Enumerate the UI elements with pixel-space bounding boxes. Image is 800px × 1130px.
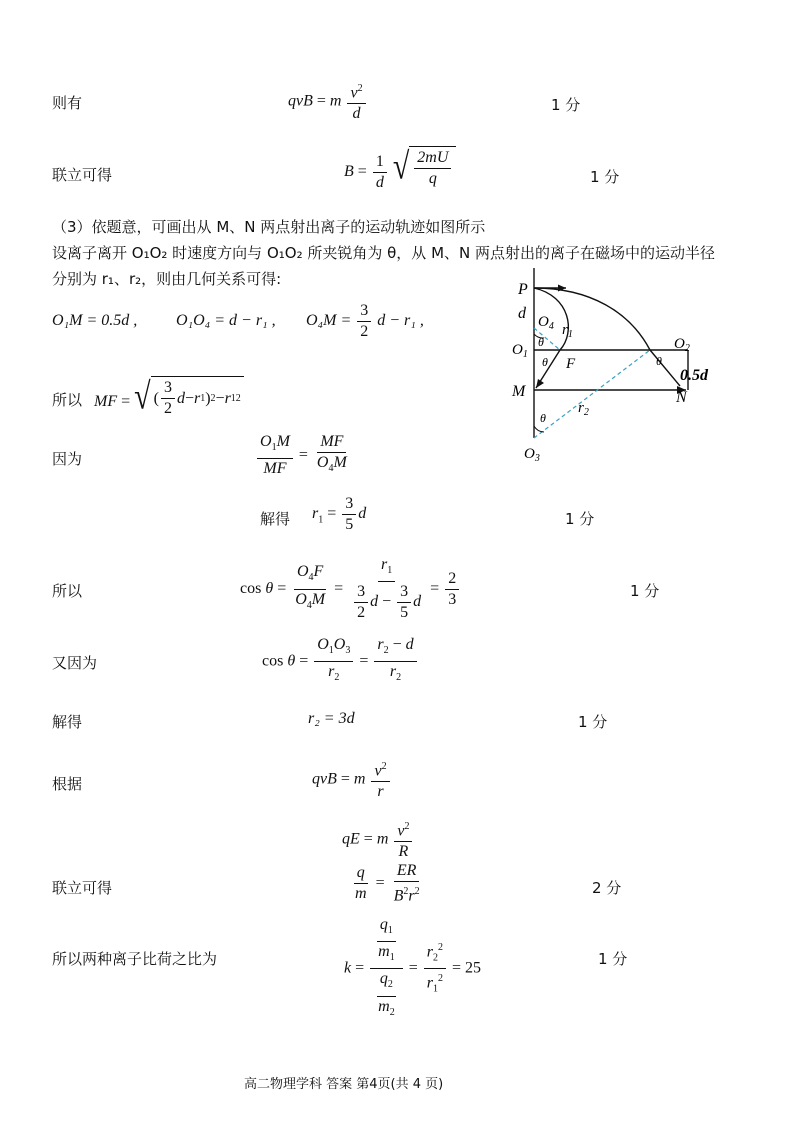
equation-B: B = $\frac{1}{d}$ √ $\frac{2mU}{q}$	[344, 146, 456, 192]
part3-intro: （3）依题意，可画出从 M、N 两点射出离子的运动轨迹如图所示	[52, 218, 486, 236]
label-theta-3: θ	[656, 354, 662, 368]
trajectory-diagram	[500, 262, 740, 472]
label-r2-letter: r	[578, 400, 584, 416]
label-O1	[512, 342, 528, 360]
score-7: 1 分	[598, 950, 628, 968]
score-1: 1 分	[551, 96, 581, 114]
label-combine-1: 联立可得	[52, 166, 113, 184]
part3-setup-2: 分别为 r₁、r₂，则由几何关系可得:	[52, 270, 282, 288]
label-solve-1: 解得	[260, 510, 291, 528]
label-according: 根据	[52, 775, 83, 793]
label-O4-letter: O	[538, 314, 549, 330]
score-5: 1 分	[578, 713, 608, 731]
label-combine-2: 联立可得	[52, 879, 113, 897]
label-O2-letter: O	[674, 336, 685, 352]
part3-setup-1: 设离子离开 O₁O₂ 时速度方向与 O₁O₂ 所夹锐角为 θ，从 M、N 两点射出的离子在磁场中的运动半径	[52, 244, 715, 262]
label-O4	[538, 314, 554, 332]
label-half-d: 0.5d	[680, 367, 708, 384]
equation-lorentz-1: qvB = m $\frac{v^2}{d}$	[288, 80, 368, 123]
label-O3	[524, 446, 540, 464]
label-because: 因为	[52, 450, 83, 468]
score-2: 1 分	[590, 168, 620, 186]
equation-O4M-lhs: O₄M =	[306, 312, 352, 330]
score-4: 1 分	[630, 582, 660, 600]
score-3: 1 分	[565, 510, 595, 528]
label-O2	[674, 336, 690, 354]
equation-ratio-k: k = $\frac{\frac{q_1}{m_1}}{\frac{q_2}{m_2}}$ = $\frac{r_2^2}{r_1^2}$ = 25	[344, 916, 481, 1018]
label-N: N	[676, 389, 687, 406]
label-theta-4: θ	[540, 411, 546, 425]
label-P: P	[518, 281, 528, 298]
label-solve-2: 解得	[52, 713, 83, 731]
label-O4-sub: 4	[548, 321, 554, 332]
label-r2	[578, 400, 589, 418]
label-r2-sub: 2	[583, 407, 589, 418]
equation-cos-theta-1: cos θ = $\frac{O_4F}{O_4M}$ = $r_1$ $\frac{3}{2}$ d − $\frac{3}{5}$ d = $\frac{2}{3}$	[240, 556, 461, 622]
equation-ratio-result: = 25	[451, 959, 481, 977]
label-theta-1: θ	[538, 335, 544, 349]
label-so-2: 所以	[52, 582, 83, 600]
label-r1-letter: r	[562, 322, 568, 338]
label-ratio: 所以两种离子比荷之比为	[52, 950, 218, 968]
label-r1-sub: 1	[567, 329, 573, 340]
equation-lorentz-2: qvB = m $\frac{v^2}{r}$	[312, 758, 392, 801]
label-d: d	[518, 305, 526, 322]
label-r1	[562, 322, 573, 340]
label-O3-letter: O	[524, 446, 535, 462]
equation-MF: MF = √ ( $\frac{3}{2}$ d − r 1 ) 2 − r 1 2	[94, 376, 244, 418]
label-theta-2: θ	[542, 355, 548, 369]
label-then-have: 则有	[52, 94, 83, 112]
equation-r1: $r_1$ = $\frac{3}{5}$ d	[312, 495, 367, 533]
page-footer: 高二物理学科 答案 第4页(共 4 页)	[244, 1077, 444, 1092]
equation-O4M: O₄M = $\frac{3}{2}$ d − r₁ ,	[306, 302, 424, 340]
equation-electric: qE = m $\frac{v^2}{R}$	[342, 818, 414, 861]
equation-similar-ratio: $\frac{O_1M}{MF}$ = $\frac{MF}{O_4M}$	[255, 433, 352, 478]
equation-r2: r₂ = 3d	[308, 710, 355, 727]
label-O2-sub: 2	[684, 343, 690, 354]
arrow-M	[536, 379, 544, 388]
equation-O1O4: O₁O₄ = d − r₁ ,	[176, 312, 276, 329]
label-F: F	[566, 356, 576, 372]
label-so-1: 所以	[52, 391, 83, 409]
trajectory-large	[534, 288, 650, 350]
label-also-because: 又因为	[52, 654, 98, 672]
label-O3-sub: 3	[534, 453, 540, 464]
score-6: 2 分	[592, 879, 622, 897]
label-O1-sub: 1	[522, 349, 528, 360]
label-O1-letter: O	[512, 342, 523, 358]
equation-charge-mass: $\frac{q}{m}$ = $\frac{ER}{B^2r^2}$	[355, 862, 420, 905]
equation-O4M-rhs: d − r₁ ,	[377, 312, 424, 330]
equation-cos-theta-2: cos θ = $\frac{O_1O_3}{r_2}$ = $\frac{r_2 - d}{r_2}$	[262, 636, 419, 687]
exit-path-N	[650, 350, 680, 386]
equation-O1M: O₁M = 0.5d ,	[52, 312, 138, 329]
label-M: M	[512, 383, 526, 400]
